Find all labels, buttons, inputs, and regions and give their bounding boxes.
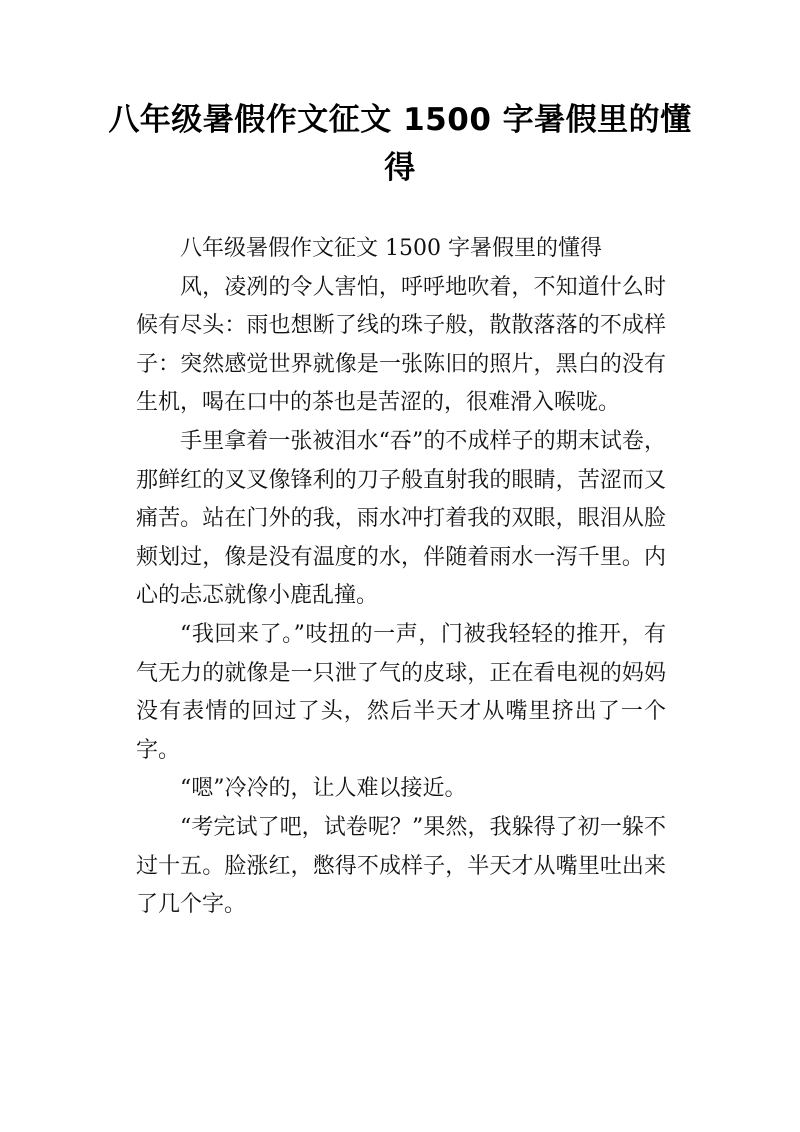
document-title: 八年级暑假作文征文 1500 字暑假里的懂得 (108, 102, 692, 186)
document-body (136, 230, 666, 925)
paragraph: “考完试了吧，试卷呢？”果然，我躲得了初一躲不过十五。脸涨红，憋得不成样子，半天才从嘴里吐出来了几个字。 (136, 814, 666, 918)
paragraph: 手里拿着一张被泪水“吞”的不成样子的期末试卷，那鲜红的叉叉像锋利的刀子般直射我的眼睛，苦涩而又痛苦。站在门外的我，雨水冲打着我的双眼，眼泪从脸颊划过，像是没有温度的水，伴随着雨水一泻千里。内心的忐忑就像小鹿乱撞。 (136, 428, 666, 609)
paragraph: “嗯”冷冷的，让人难以接近。 (180, 776, 467, 802)
paragraph: 风，凌冽的令人害怕，呼呼地吹着，不知道什么时候有尽头：雨也想断了线的珠子般，散散落落的不成样子：突然感觉世界就像是一张陈旧的照片，黑白的没有生机，喝在口中的茶也是苦涩的，很难滑入喉咙。 (136, 274, 666, 416)
paragraph-heading: 八年级暑假作文征文 1500 字暑假里的懂得 (180, 236, 602, 261)
paragraph: “我回来了。”吱扭的一声，门被我轻轻的推开，有气无力的就像是一只泄了气的皮球，正在看电视的妈妈没有表情的回过了头，然后半天才从嘴里挤出了一个字。 (136, 621, 666, 763)
